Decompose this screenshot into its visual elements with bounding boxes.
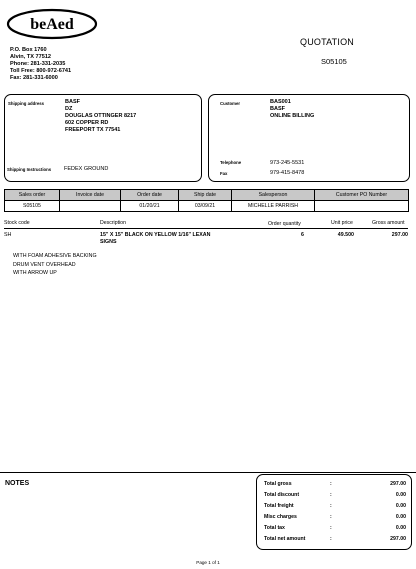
sales-order-value: S05105 [5,201,60,212]
address-line: DOUGLAS OTTINGER 8217 [65,112,137,119]
document-number: S05105 [321,57,347,66]
total-row [264,525,406,536]
total-sep: : [330,503,332,509]
total-row [264,514,406,525]
total-value: 0.00 [395,503,406,509]
company-line: Toll Free: 800-972-6741 [10,67,72,74]
company-line: Alvin, TX 77512 [10,53,52,60]
line-gross-amount: 297.00 [391,232,408,238]
customer-label: Customer [220,101,241,106]
col-unit-price: Unit price [331,220,353,226]
header-order-date: Order date [121,190,179,201]
address-line: FREEPORT TX 77541 [65,126,121,133]
customer-line: BASF [270,105,285,112]
line-description [100,232,210,246]
total-value: 297.00 [390,536,406,542]
fax-label: Fax [220,171,228,176]
shipping-instructions: FEDEX GROUND [64,166,109,172]
total-label: Total discount [264,492,300,498]
notes-label: NOTES [5,480,30,487]
totals-list [264,481,406,547]
company-address [10,47,71,82]
address-line: 602 COPPER RD [65,119,109,126]
total-value: 0.00 [395,525,406,531]
ship-date-value: 03/09/21 [179,201,232,212]
header-salesperson: Salesperson [232,190,315,201]
company-line: Fax: 281-331-6000 [10,74,58,81]
document-title: QUOTATION [300,37,354,47]
total-sep: : [330,525,332,531]
total-label: Total freight [264,503,294,509]
line-notes [13,252,97,278]
header-customer-po: Customer PO Number [315,190,409,201]
order-info-row [5,201,409,212]
company-line: Phone: 281-331-2035 [10,60,66,67]
col-order-quantity: Order quantity [268,221,301,227]
line-description-1: 15" X 15" BLACK ON YELLOW 1/16" LEXAN [100,232,211,238]
total-sep: : [330,514,332,520]
col-stock-code: Stock code [4,220,30,226]
address-line: DZ [65,105,73,112]
salesperson-value: MICHELLE PARRISH [232,201,315,212]
order-date-value: 01/20/21 [121,201,179,212]
company-logo [6,8,98,40]
line-description-2: SIGNS [100,238,117,245]
col-gross-amount: Gross amount [372,220,405,226]
order-info-table [4,189,409,212]
invoice-date-value [60,201,121,212]
line-items-divider [4,228,408,229]
company-line: P.O. Box 1760 [10,47,47,53]
total-row [264,536,406,547]
customer-details [270,99,314,120]
shipping-address [65,99,136,134]
total-value: 0.00 [395,492,406,498]
telephone-label: Telephone [220,160,242,165]
total-label: Misc charges [264,514,297,520]
total-value: 0.00 [395,514,406,520]
shipping-instructions-label: Shipping Instructions [7,167,52,172]
customer-po-value [315,201,409,212]
header-sales-order: Sales order [5,190,60,201]
total-sep: : [330,492,332,498]
total-label: Total net amount [264,536,306,542]
order-info-header-row [5,190,409,201]
total-row [264,481,406,492]
total-sep: : [330,536,332,542]
notes-divider [0,472,416,473]
total-row [264,492,406,503]
customer-line: ONLINE BILLING [270,112,315,119]
fax-value: 979-415-8478 [270,170,305,176]
total-label: Total gross [264,481,292,487]
line-note: DRUM VENT OVERHEAD [13,261,76,268]
total-value: 297.00 [390,481,406,487]
line-note: WITH FOAM ADHESIVE BACKING [13,253,97,259]
line-unit-price: 49.500 [337,232,354,238]
address-line: BASF [65,99,80,105]
telephone-value: 973-245-5531 [270,160,305,166]
line-quantity: 6 [301,232,304,238]
total-label: Total tax [264,525,285,531]
logo-graphic [6,8,98,40]
line-stock-code: SH [4,232,12,238]
total-sep: : [330,481,332,487]
header-invoice-date: Invoice date [60,190,121,201]
total-row [264,503,406,514]
logo-text: beAed [30,16,74,33]
page-footer: Page 1 of 1 [196,560,220,565]
header-ship-date: Ship date [179,190,232,201]
customer-line: BAS001 [270,99,291,105]
col-description: Description [100,220,126,226]
shipping-address-label: Shipping address [8,101,45,106]
line-note: WITH ARROW UP [13,270,57,277]
